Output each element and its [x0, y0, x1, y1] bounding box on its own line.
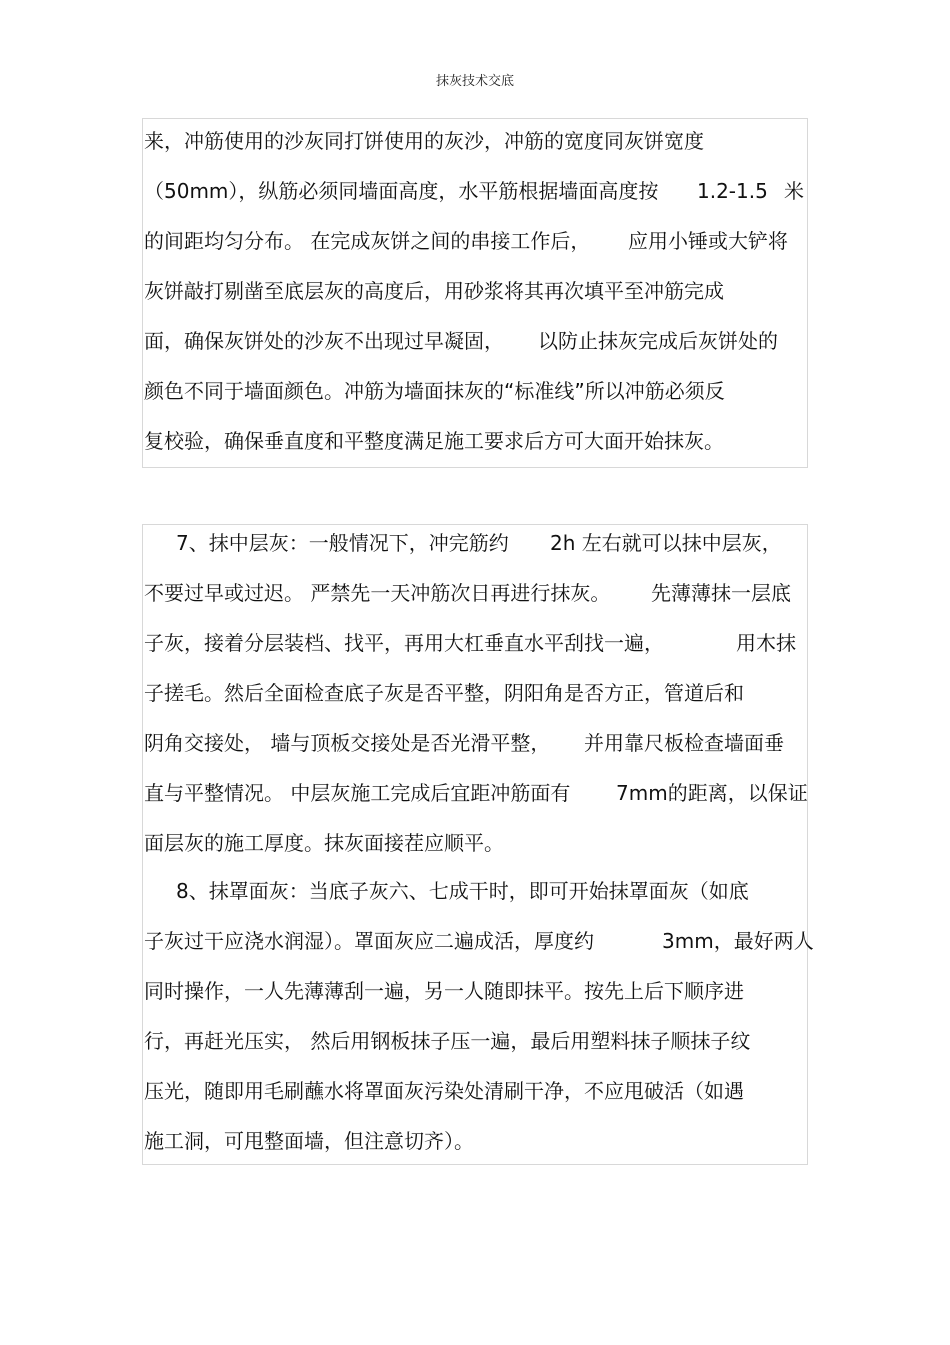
text-line-13-part-2: 7mm的距离，以保证: [616, 781, 808, 805]
text-line-2-part-2: 1.2-1.5: [697, 179, 768, 203]
text-line-9-part-2: 先薄薄抹一层底: [651, 581, 791, 605]
text-line-3-part-1: 的间距均匀分布。 在完成灰饼之间的串接工作后，: [144, 229, 591, 253]
text-line-19: 压光，随即用毛刷蘸水将罩面灰污染处清刷干净，不应甩破活（如遇: [144, 1079, 744, 1103]
text-line-2-part-1: （50mm），纵筋必须同墙面高度，水平筋根据墙面高度按: [144, 179, 659, 203]
text-line-16-part-1: 子灰过干应浇水润湿）。罩面灰应二遍成活，厚度约: [144, 929, 594, 953]
text-line-14: 面层灰的施工厚度。抹灰面接茬应顺平。: [144, 831, 504, 855]
text-line-6: 颜色不同于墙面颜色。冲筋为墙面抹灰的“标准线”所以冲筋必须反: [144, 379, 725, 403]
text-line-10-part-2: 用木抹: [736, 631, 796, 655]
text-line-5-part-1: 面，确保灰饼处的沙灰不出现过早凝固，: [144, 329, 504, 353]
text-line-5-part-2: 以防止抹灰完成后灰饼处的: [538, 329, 778, 353]
text-line-9-part-1: 不要过早或过迟。 严禁先一天冲筋次日再进行抹灰。: [144, 581, 611, 605]
text-line-17: 同时操作，一人先薄薄刮一遍，另一人随即抹平。按先上后下顺序进: [144, 979, 744, 1003]
text-line-20: 施工洞，可甩整面墙，但注意切齐）。: [144, 1129, 474, 1153]
page-header-title: 抹灰技术交底: [435, 74, 514, 89]
text-line-2-part-3: 米: [784, 179, 804, 203]
text-line-8-part-2: 2h 左右就可以抹中层灰，: [550, 531, 782, 555]
text-line-16-part-2: 3mm，最好两人: [662, 929, 814, 953]
text-line-4: 灰饼敲打剔凿至底层灰的高度后，用砂浆将其再次填平至冲筋完成: [144, 279, 724, 303]
text-line-7: 复校验，确保垂直度和平整度满足施工要求后方可大面开始抹灰。: [144, 429, 724, 453]
text-line-15: 8、抹罩面灰：当底子灰六、七成干时，即可开始抹罩面灰（如底: [176, 879, 749, 903]
text-line-11: 子搓毛。然后全面检查底子灰是否平整，阴阳角是否方正，管道后和: [144, 681, 744, 705]
text-line-8-part-1: 7、抹中层灰：一般情况下，冲完筋约: [176, 531, 509, 555]
text-line-1: 来，冲筋使用的沙灰同打饼使用的灰沙，冲筋的宽度同灰饼宽度: [144, 129, 704, 153]
text-line-18: 行，再赶光压实， 然后用钢板抹子压一遍，最后用塑料抹子顺抹子纹: [144, 1029, 751, 1053]
text-line-13-part-1: 直与平整情况。 中层灰施工完成后宜距冲筋面有: [144, 781, 571, 805]
text-line-10-part-1: 子灰，接着分层装档、找平，再用大杠垂直水平刮找一遍，: [144, 631, 664, 655]
text-line-3-part-2: 应用小锤或大铲将: [628, 229, 788, 253]
text-line-12-part-1: 阴角交接处， 墙与顶板交接处是否光滑平整，: [144, 731, 551, 755]
text-line-12-part-2: 并用靠尺板检查墙面垂: [584, 731, 784, 755]
